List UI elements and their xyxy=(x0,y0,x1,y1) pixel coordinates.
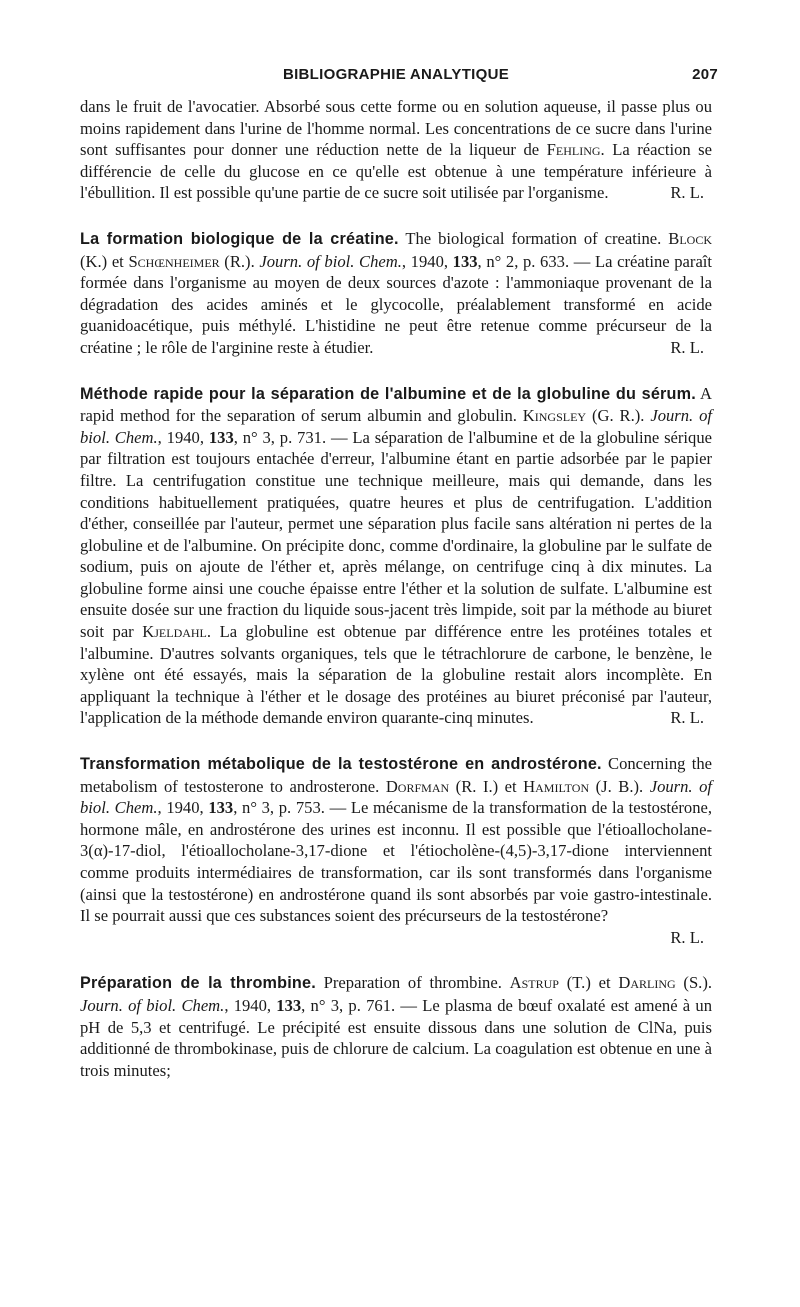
author: Astrup xyxy=(509,973,559,993)
entry-title: Méthode rapide pour la séparation de l'albumine et de la globuline du sérum. xyxy=(80,384,696,403)
volume: 133 xyxy=(452,251,478,271)
page-number: 207 xyxy=(692,66,718,83)
signature: R. L. xyxy=(670,927,704,947)
entry-title: La formation biologique de la créatine. xyxy=(80,229,399,248)
entry-title: Préparation de la thrombine. xyxy=(80,974,316,993)
journal: Journ. of biol. Chem. xyxy=(259,251,402,271)
author: Hamilton xyxy=(523,776,590,796)
author: Darling xyxy=(618,973,676,993)
volume: 133 xyxy=(208,798,234,818)
english-title: A rapid method for the separation of serum albumin and globulin. xyxy=(80,383,712,426)
english-title: Preparation of thrombine. xyxy=(315,973,510,993)
text-column xyxy=(80,96,712,1081)
signature: R. L. xyxy=(670,337,704,357)
abstract-body: — La séparation de l'albumine et de la globuline sérique par filtration est toujours entachée d'erreur, l'albumine étant en partie adsorbée par le papier filtre. La centrifugation constitue une technique meilleure, mais qui demande, dans les conditions habituellement pratiquées, quatre heures et plus de centrifugation. L'addition d'éther, conseillée par l'auteur, permet une séparation plus facile sans altération ni pertes de la globuline et de l'albumine. On précipite donc, comme d'ordinaire, la globuline par le sulfate de sodium, puis on ajoute de l'éther et, après mélange, on centrifuge cinq à dix minutes. La globuline forme ainsi une couche épaisse entre l'éther et la solution de sulfate. L'albumine est ensuite dosée sur une fraction du liquide sous-jacent très limpide, soit par la méthode au biuret soit par xyxy=(80,427,713,642)
author-ref: Fehling xyxy=(546,140,601,160)
abstract-body: — Le mécanisme de la transformation de la testostérone, hormone mâle, en androstérone des urines est inconnu. Il est possible que l'étioallocholane-3(α)-17-diol, l'étioallocholane-3,17-dione et l'étiocholène-(4,5)-3,17-dione interviennent comme produits intermédiaires de transformation, car ils sont transformés dans l'organisme (ainsi que la testostérone) en androstérone quand ils sont absorbés par voie gastro-intestinale. Il se pourrait aussi que ces substances soient des précurseurs de la testostérone? xyxy=(80,798,713,926)
abstract-entry: Méthode rapide pour la séparation de l'albumine et de la globuline du sérum. A rapid method for the separation of serum albumin and globulin. Kingsley (G. R.). Journ. of biol. Chem., 1940, 133, n° 3, p. 731. — La séparation de l'albumine et de la globuline sérique par filtration est toujours entachée d'erreur, l'albumine étant en partie adsorbée par le papier filtre. La centrifugation constitue une technique meilleure, mais qui demande, dans les conditions habituellement pratiquées, quatre heures et plus de centrifugation. L'addition d'éther, conseillée par l'auteur, permet une séparation plus facile sans altération ni pertes de la globuline et de l'albumine. On précipite donc, comme d'ordinaire, la globuline par le sulfate de sodium, puis on ajoute de l'éther et, après mélange, on centrifuge cinq à dix minutes. La globuline forme ainsi une couche épaisse entre l'éther et la solution de sulfate. L'albumine est ensuite dosée sur une fraction du liquide sous-jacent très limpide, soit par la méthode au biuret soit par Kjeldahl. La globuline est obtenue par différence entre les protéines totales et l'albumine. D'autres solvants organiques, tels que le tétrachlorure de carbone, le benzène, le xylène ont été essayés, mais la séparation de la globuline restait alors incomplète. En appliquant la technique à l'éther et le dosage des protéines au biuret préconisé par l'auteur, l'application de la méthode demande environ quarante-cinq minutes. R. L. xyxy=(80,383,713,728)
abstract-entry: Transformation métabolique de la testostérone en androstérone. Concerning the metabolism of testosterone to androsterone. Dorfman (R. I.) et Hamilton (J. B.). Journ. of biol. Chem., 1940, 133, n° 3, p. 753. — Le mécanisme de la transformation de la testostérone, hormone mâle, en androstérone des urines est inconnu. Il est possible que l'étioallocholane-3(α)-17-diol, l'étioallocholane-3,17-dione et l'étiocholène-(4,5)-3,17-dione interviennent comme produits intermédiaires de transformation, car ils sont transformés dans l'organisme (ainsi que la testostérone) en androstérone quand ils sont absorbés par voie gastro-intestinale. Il se pourrait aussi que ces substances soient des précurseurs de la testostérone? xyxy=(80,754,713,926)
journal: Journ. of biol. Chem. xyxy=(80,406,712,447)
signature: R. L. xyxy=(670,183,704,203)
author: Dorfman xyxy=(385,776,450,796)
author-ref: Kjeldahl xyxy=(142,622,207,642)
signature: R. L. xyxy=(670,708,704,728)
running-title: BIBLIOGRAPHIE ANALYTIQUE xyxy=(282,66,510,83)
entry-title: Transformation métabolique de la testostérone en androstérone. xyxy=(80,755,602,774)
running-head xyxy=(80,66,718,96)
english-title: Concerning the metabolism of testosterone to androsterone. xyxy=(80,754,712,796)
continuation-paragraph: dans le fruit de l'avocatier. Absorbé sous cette forme ou en solution aqueuse, il passe plus ou moins rapidement dans l'urine de l'homme normal. Les concentrations de ce sucre dans l'urine sont suffisantes pour donner une réduction nette de la liqueur de Fehling. La réaction se différencie de celle du glucose en ce qu'elle est obtenue à une température inférieure à l'ébullition. Il est possible qu'une partie de ce sucre soit utilisée par l'organisme. R. L. xyxy=(80,97,712,203)
author: Block xyxy=(668,228,712,248)
author: Kingsley xyxy=(522,406,587,426)
journal: Journ. of biol. Chem. xyxy=(80,776,712,818)
abstract-body: — Le plasma de bœuf oxalaté est amené à un pH de 5,3 et centrifugé. Le précipité est ensuite dissous dans une solution de ClNa, puis additionné de thrombokinase, puis de chlorure de calcium. La coagulation est obtenue en une à trois minutes; xyxy=(80,995,712,1080)
abstract-entry: Préparation de la thrombine. Preparation of thrombine. Astrup (T.) et Darling (S.). Journ. of biol. Chem., 1940, 133, n° 3, p. 761. — Le plasma de bœuf oxalaté est amené à un pH de 5,3 et centrifugé. Le précipité est ensuite dissous dans une solution de ClNa, puis additionné de thrombokinase, puis de chlorure de calcium. La coagulation est obtenue en une à trois minutes; xyxy=(80,973,713,1080)
abstract-entry: La formation biologique de la créatine. The biological formation of creatine. Block (K.) et Schœnheimer (R.). Journ. of biol. Chem., 1940, 133, n° 2, p. 633. — La créatine paraît formée dans l'organisme au moyen de deux sources d'azote : l'ammoniaque provenant de la dégradation des acides aminés et le glycocolle, préalablement transformé en acide guanidoacétique, puis méthylé. L'histidine ne peut être retenue comme précurseur de la créatine ; le rôle de l'arginine reste à étudier. R. L. xyxy=(80,228,713,357)
journal: Journ. of biol. Chem. xyxy=(80,995,225,1015)
abstract-body: — La créatine paraît formée dans l'organisme au moyen de deux sources d'azote : l'ammoniaque provenant de la dégradation des acides aminés et le glycocolle, préalablement transformé en acide guanidoacétique, puis méthylé. L'histidine ne peut être retenue comme précurseur de la créatine ; le rôle de l'arginine reste à étudier. xyxy=(80,251,713,357)
author: Schœnheimer xyxy=(128,251,220,271)
volume: 133 xyxy=(208,427,234,447)
volume: 133 xyxy=(276,995,302,1015)
english-title: The biological formation of creatine. xyxy=(398,228,669,248)
